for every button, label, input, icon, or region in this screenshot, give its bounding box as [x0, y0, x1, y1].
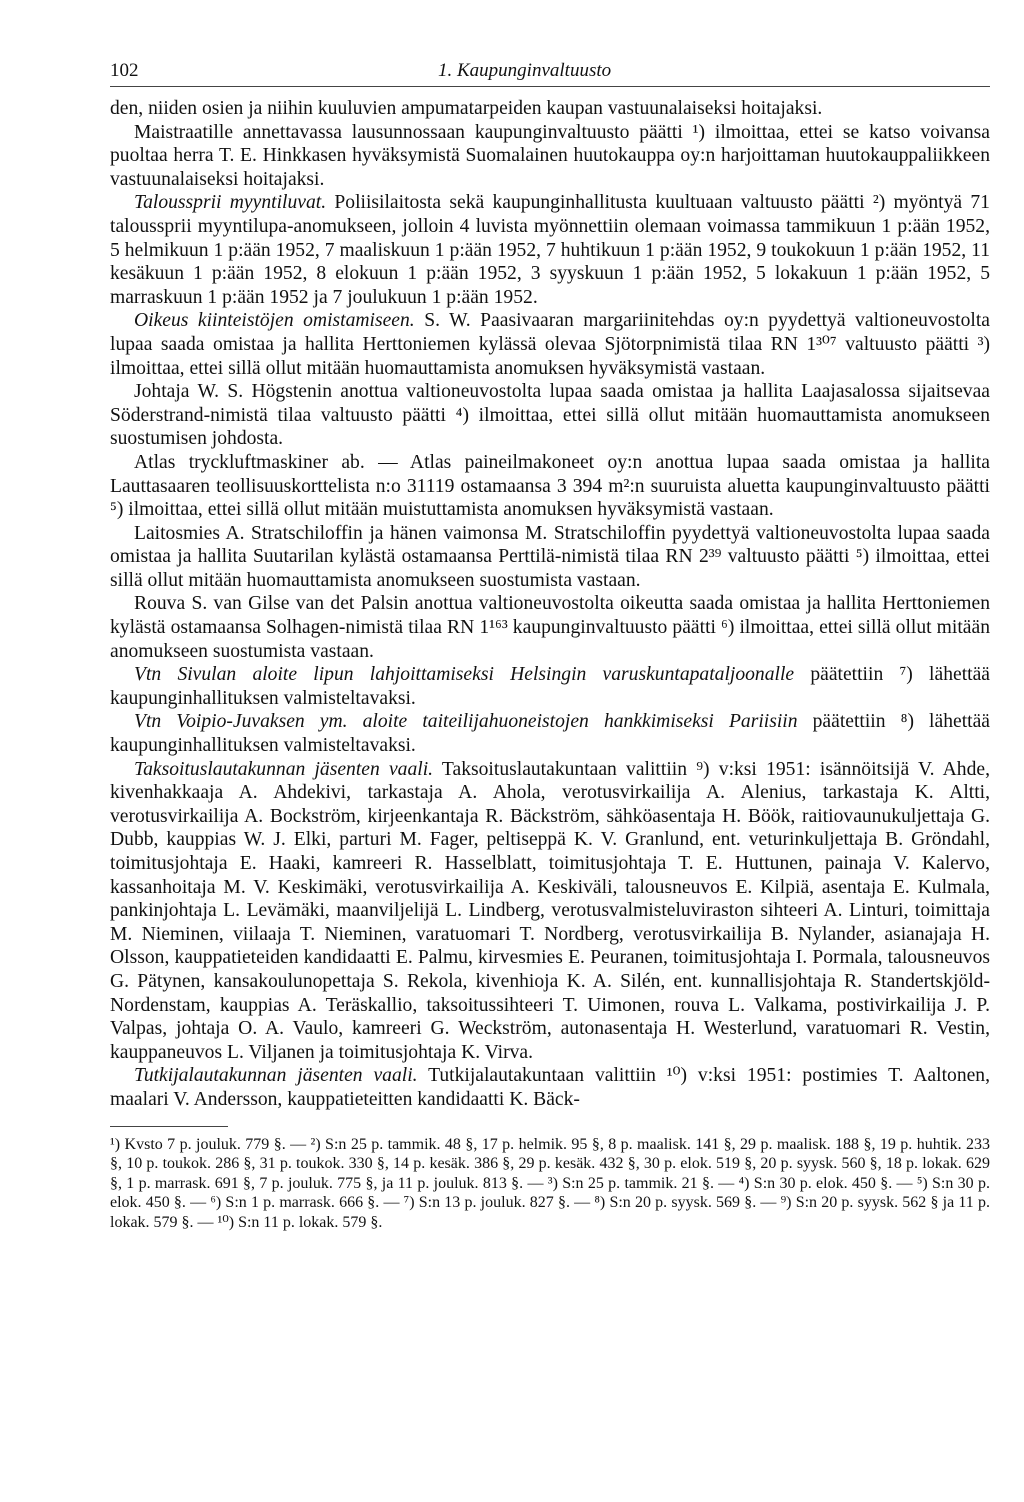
paragraph-lead: Oikeus kiinteistöjen omistamiseen.	[134, 310, 415, 332]
paragraph: Johtaja W. S. Högstenin anottua valtioneuvostolta lupaa saada omistaa ja hallita Laajasalossa sijaitsevaa Söderstrand-nimistä tilaa valtuusto päätti ⁴) ilmoittaa, ettei sillä ollut mitään huomauttamista anomukseen suostumisen johdosta.	[110, 381, 990, 450]
paragraph-lead: Tutkijalautakunnan jäsenten vaali.	[134, 1065, 418, 1087]
paragraph: Taksoituslautakunnan jäsenten vaali. Taksoituslautakuntaan valittiin ⁹) v:ksi 1951: isännöitsijä V. Ahde, kivenhakkaaja A. Ahdekivi, tarkastaja A. Ahola, verotusvirkailija A. Alenius, tarkastaja K. Altti, verotusvirkailija A. Bockström, kirjeenkantaja R. Bäckström, sähköasentaja H. Böök, raitiovaunukuljettaja G. Dubb, kauppias W. J. Elki, parturi M. Fager, peltiseppä K. V. Granlund, ent. veturinkuljettaja B. Gröndahl, toimitusjohtaja E. Haaki, kamreeri R. Hasselblatt, toimitusjohtaja T. E. Huttunen, painaja V. Kalervo, kassanhoitaja M. V. Keskimäki, verotusvirkailija A. Keskiväli, talousneuvos E. Kilpiä, asentaja E. Kulmala, pankinjohtaja L. Levämäki, maanviljelijä L. Lindberg, verotusvalmisteluviraston sihteeri A. Linturi, toimittaja M. Nieminen, viilaaja T. Nieminen, varatuomari T. Nordberg, verotusvirkailija B. Nylander, asianajaja H. Olsson, kauppatieteiden kandidaatti E. Palmu, kirvesmies E. Peuranen, toimitusjohtaja I. Pormala, talousneuvos G. Pätynen, kansakoulunopettaja S. Rekola, kivenhioja K. A. Silén, ent. kunnallisjohtaja R. Standertskjöld-Nordenstam, kauppias A. Teräskallio, taksoitussihteeri T. Uimonen, rouva L. Valkama, postivirkailija J. P. Valpas, johtaja O. A. Vaulo, kamreeri G. Weckström, autonasentaja H. Westerlund, varatuomari R. Vestin, kauppaneuvos L. Viljanen ja toimitusjohtaja K. Virva.	[110, 758, 990, 1063]
paragraph: Vtn Sivulan aloite lipun lahjoittamiseksi Helsingin varuskuntapataljoonalle päätettiin ⁷) lähettää kaupunginhallituksen valmisteltavaksi.	[110, 664, 990, 709]
paragraph: Rouva S. van Gilse van det Palsin anottua valtioneuvostolta oikeutta saada omistaa ja hallita Herttoniemen kylästä ostamaansa Solhagen-nimistä tilaa RN 1¹⁶³ kaupunginvaltuusto päätti ⁶) ilmoittaa, ettei sillä ollut mitään anomukseen suostumista vastaan.	[110, 593, 990, 662]
paragraph-lead: Taksoituslautakunnan jäsenten vaali.	[134, 758, 434, 780]
paragraph-lead: Taloussprii myyntiluvat.	[134, 192, 327, 214]
paragraph-lead: Vtn Sivulan aloite lipun lahjoittamiseksi Helsingin varuskuntapataljoonalle	[134, 664, 795, 686]
body-text	[110, 97, 990, 1112]
paragraph: Atlas tryckluftmaskiner ab. — Atlas paineilmakoneet oy:n anottua lupaa saada omistaa ja hallita Lauttasaaren teollisuuskorttelista n:o 31119 ostamaansa 3 394 m²:n suuruista aluetta kaupunginvaltuusto päätti ⁵) ilmoittaa, ettei sillä ollut mitään muistuttamista anomuksen hyväksymistä vastaan.	[110, 451, 990, 521]
paragraph: den, niiden osien ja niihin kuuluvien ampumatarpeiden kaupan vastuunalaiseksi hoitajaksi.	[110, 98, 823, 119]
paragraph: Tutkijalautakunnan jäsenten vaali. Tutkijalautakuntaan valittiin ¹⁰) v:ksi 1951: postimies T. Aaltonen, maalari V. Andersson, kauppatieteitten kandidaatti K. Bäck-	[110, 1065, 991, 1110]
paragraph: Oikeus kiinteistöjen omistamiseen. S. W. Paasivaaran margariinitehdas oy:n pyydettyä valtioneuvostolta lupaa saada omistaa ja hallita Herttoniemen kylässä olevaa Sjötorpnimistä tilaa RN 1³⁰⁷ valtuusto päätti ³) ilmoittaa, ettei sillä ollut mitään huomauttamista anomuksen hyväksymistä vastaan.	[110, 310, 991, 379]
page-number: 102	[110, 60, 139, 81]
paragraph: Maistraatille annettavassa lausunnossaan kaupunginvaltuusto päätti ¹) ilmoittaa, ettei se katso voivansa puoltaa herra T. E. Hinkkasen hyväksymistä Suomalainen huutokauppa oy:n harjoittaman huutokauppaliikkeen vastuunalaiseksi hoitajaksi.	[110, 121, 990, 190]
paragraph-lead: Vtn Voipio-Juvaksen ym. aloite taiteilijahuoneistojen hankkimiseksi Pariisiin	[134, 711, 798, 733]
paragraph: Laitosmies A. Stratschiloffin ja hänen vaimonsa M. Stratschiloffin pyydettyä valtioneuvostolta lupaa saada omistaa ja hallita Suutarilan kylästä ostamaansa Perttilä-nimistä tilaa RN 2³⁹ valtuusto päätti ⁵) ilmoittaa, ettei sillä ollut mitään huomauttamista anomukseen suostumista vastaan.	[110, 522, 990, 591]
paragraph: Vtn Voipio-Juvaksen ym. aloite taiteilijahuoneistojen hankkimiseksi Pariisiin päätettiin ⁸) lähettää kaupunginhallituksen valmisteltavaksi.	[110, 711, 990, 757]
paragraph: Taloussprii myyntiluvat. Poliisilaitosta sekä kaupunginhallitusta kuultuaan valtuusto päätti ²) myöntyä 71 taloussprii myyntilupa-anomukseen, jolloin 4 luvista myönnettiin olemaan voimassa tammikuun 1 p:ään 1952, 5 helmikuun 1 p:ään 1952, 7 maaliskuun 1 p:ään 1952, 7 huhtikuun 1 p:ään 1952, 9 toukokuun 1 p:ään 1952, 11 kesäkuun 1 p:ään 1952, 8 elokuun 1 p:ään 1952, 3 syyskuun 1 p:ään 1952, 5 lokakuun 1 p:ään 1952, 5 marraskuun 1 p:ään 1952 ja 7 joulukuun 1 p:ään 1952.	[110, 192, 990, 308]
footnote-divider	[110, 1126, 228, 1127]
page-header	[110, 52, 990, 87]
footnotes: ¹) Kvsto 7 p. jouluk. 779 §. — ²) S:n 25 p. tammik. 48 §, 17 p. helmik. 95 §, 8 p. maalisk. 141 §, 29 p. maalisk. 188 §, 19 p. huhtik. 233 §, 10 p. toukok. 286 §, 31 p. toukok. 330 §, 14 p. kesäk. 386 §, 29 p. kesäk. 432 §, 30 p. elok. 519 §, 20 p. syysk. 560 §, 18 p. lokak. 629 §, 1 p. marrask. 691 §, 7 p. jouluk. 775 §, ja 11 p. jouluk. 813 §. — ³) S:n 25 p. tammik. 21 §. — ⁴) S:n 30 p. elok. 450 §. — ⁵) S:n 30 p. elok. 450 §. — ⁶) S:n 1 p. marrask. 666 §. — ⁷) S:n 13 p. jouluk. 827 §. — ⁸) S:n 20 p. syysk. 569 §. — ⁹) S:n 20 p. syysk. 562 § ja 11 p. lokak. 579 §. — ¹⁰) S:n 11 p. lokak. 579 §.	[110, 1135, 990, 1231]
running-title: 1. Kaupunginvaltuusto	[438, 60, 612, 81]
